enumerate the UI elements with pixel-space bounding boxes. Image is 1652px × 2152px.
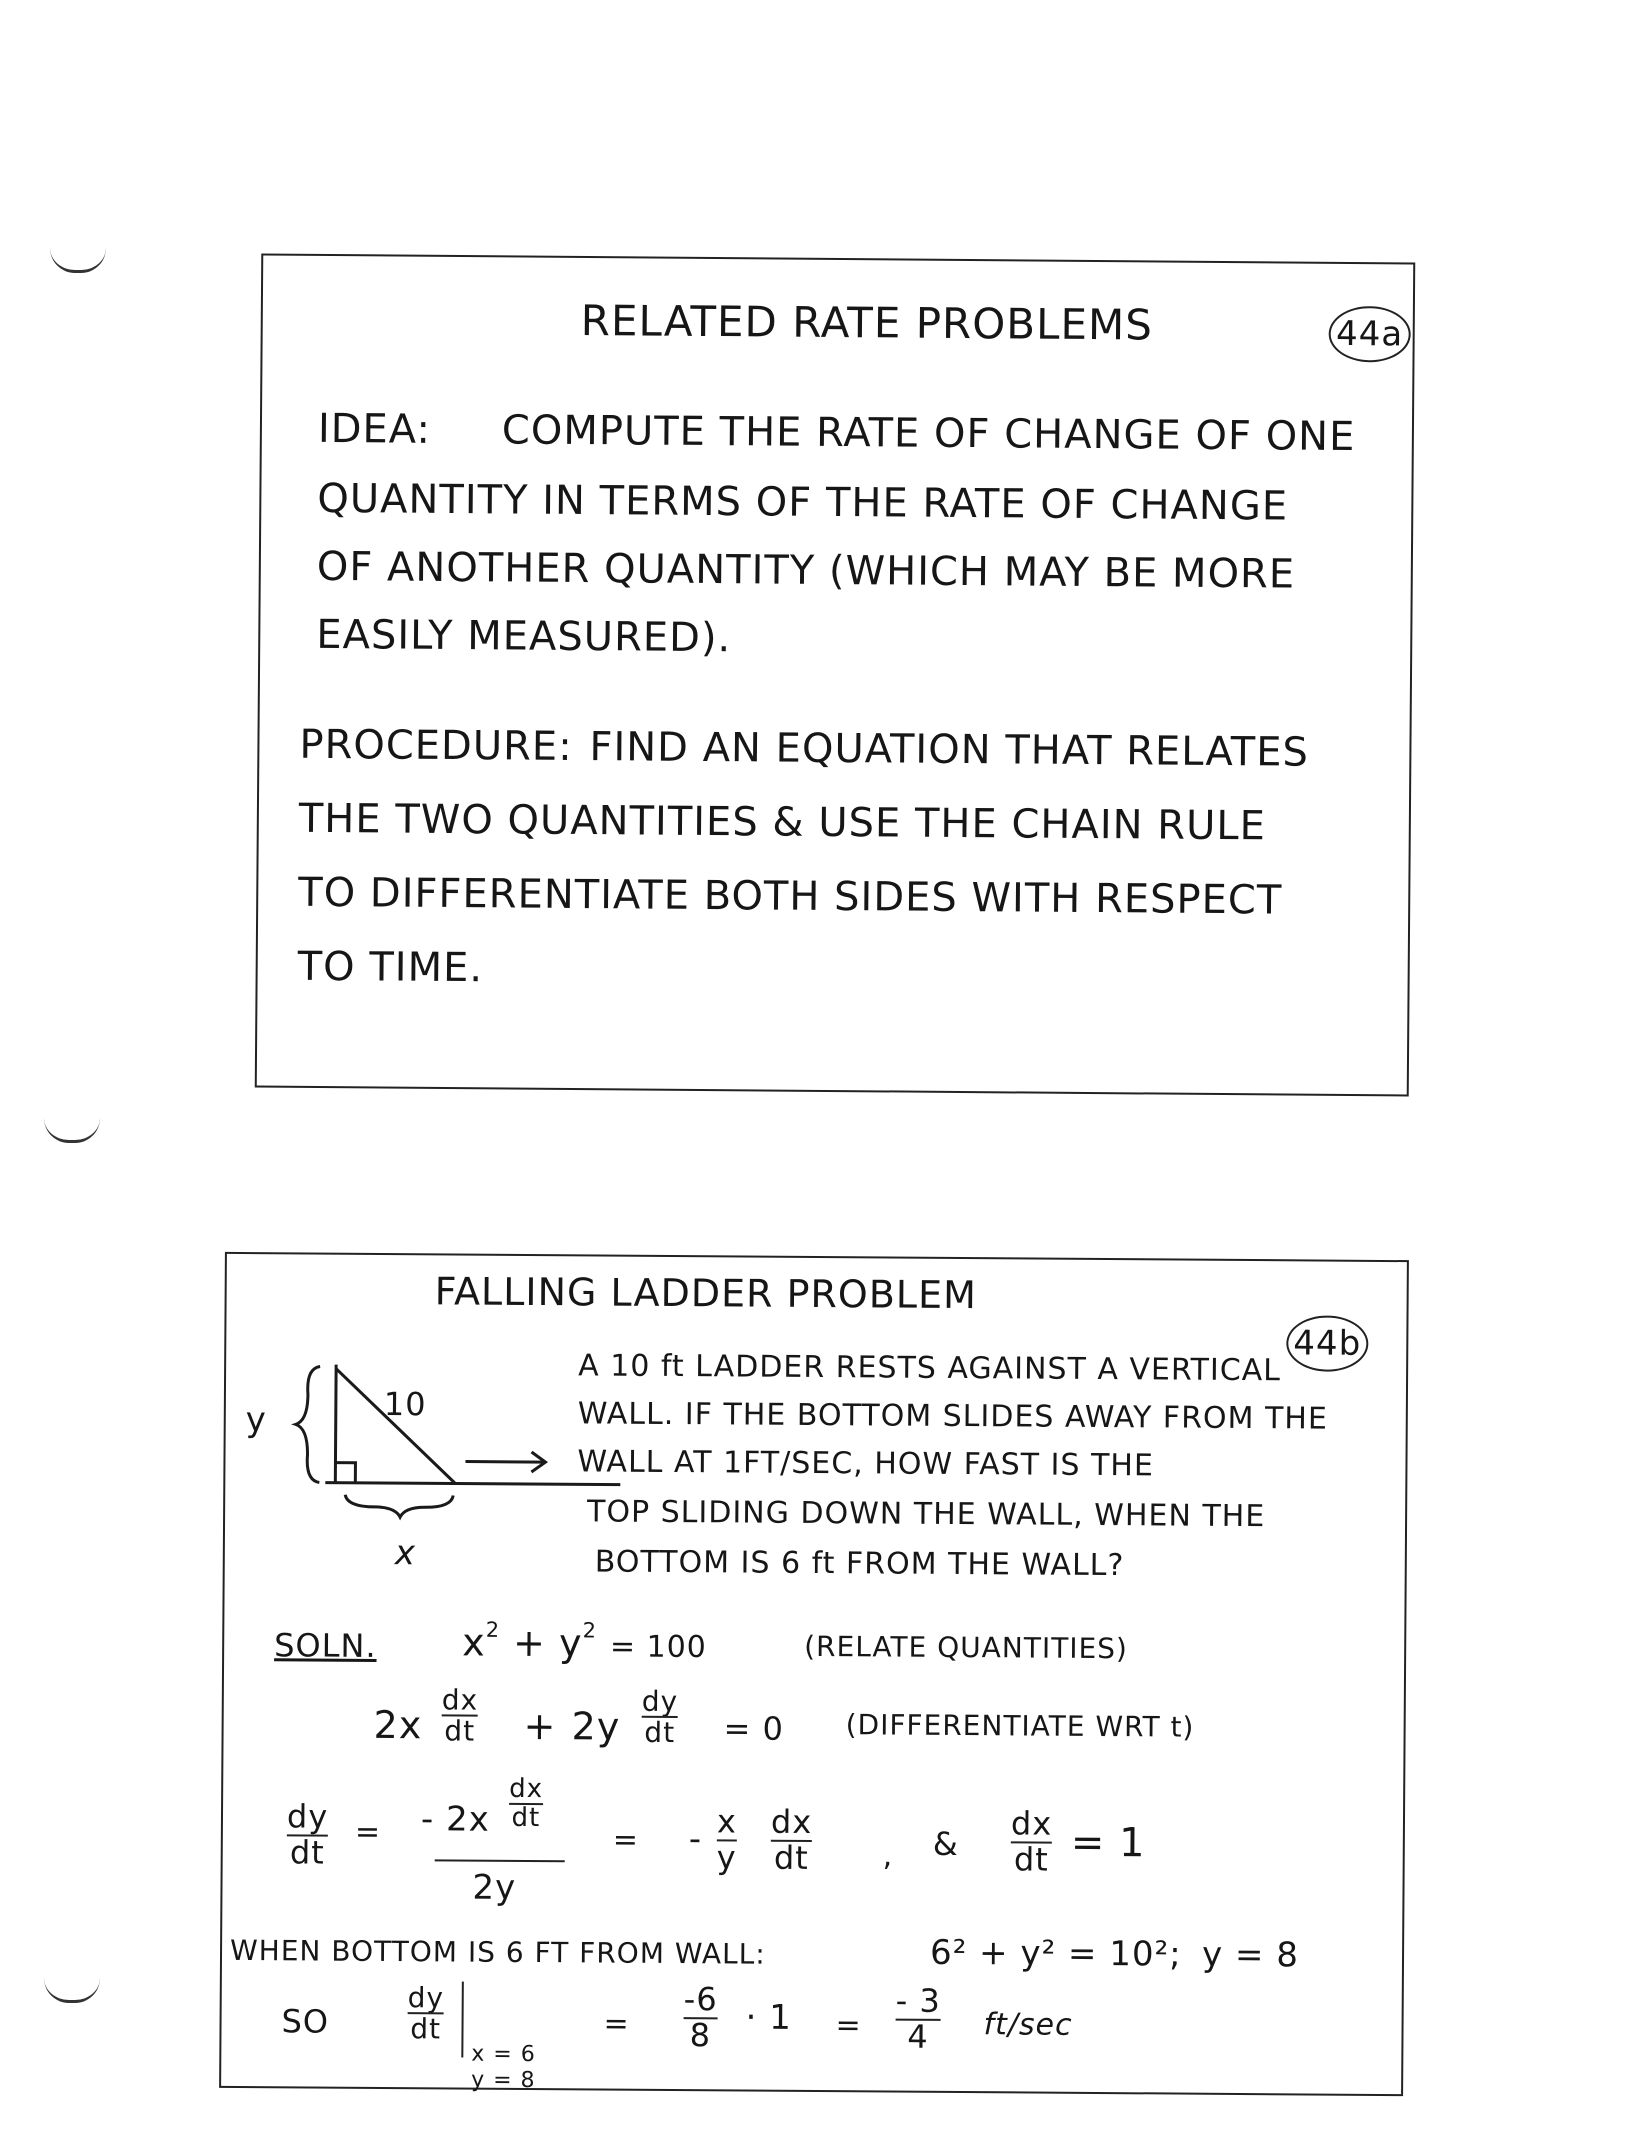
problem-line-2: WALL. IF THE BOTTOM SLIDES AWAY FROM THE (577, 1396, 1328, 1437)
ground-distance-label: x (394, 1533, 417, 1574)
so-value-den: 8 (689, 2015, 712, 2054)
problem-line-5: BOTTOM IS 6 ft FROM THE WALL? (594, 1544, 1125, 1584)
eq2-frac-a-den: dt (444, 1714, 476, 1749)
eval-at-x: x = 6 (471, 2041, 536, 2068)
eq2-frac-a (441, 1683, 479, 1749)
procedure-line-2: THE TWO QUANTITIES & USE THE CHAIN RULE (298, 795, 1267, 850)
procedure-label: PROCEDURE: (299, 721, 573, 770)
eq3-mid-inner-num: dx (509, 1773, 544, 1805)
eq1-plus: + (512, 1620, 547, 1665)
right-angle-mark (335, 1463, 355, 1483)
procedure-line-4: TO TIME. (297, 943, 484, 992)
idea-line-4: EASILY MEASURED). (316, 611, 732, 662)
eq3-neg: - (688, 1819, 703, 1860)
when-equation: 6² + y² = 10²; (929, 1932, 1182, 1975)
so-answer-den: 4 (907, 2017, 929, 2056)
eq3-rate-frac (770, 1802, 813, 1877)
eq3-mid-inner-frac (509, 1773, 544, 1834)
so-value-frac (683, 1980, 718, 2054)
problem-line-4: TOP SLIDING DOWN THE WALL, WHEN THE (587, 1494, 1266, 1535)
eq3-lhs-frac (286, 1797, 329, 1872)
idea-label: IDEA: (317, 405, 432, 453)
eq3-given-num: dx (1010, 1804, 1053, 1843)
ground-line (325, 1483, 620, 1485)
eq3-lhs-num: dy (286, 1797, 329, 1836)
eq3-rate-den: dt (773, 1838, 809, 1877)
binder-hole-bottom (44, 1978, 100, 2003)
card-b-title: FALLING LADDER PROBLEM (434, 1269, 977, 1318)
binder-hole-middle (44, 1118, 100, 1143)
eq1-x-exponent: 2 (485, 1617, 501, 1642)
solution-label: SOLN. (274, 1626, 377, 1665)
so-equals-1: = (603, 2006, 630, 2042)
so-answer-num: - 3 (895, 1981, 941, 2020)
so-value-num: -6 (683, 1980, 718, 2019)
note-card-44a (255, 253, 1416, 1096)
eq3-rate-num: dx (770, 1802, 813, 1841)
eq3-given-frac (1010, 1804, 1053, 1879)
card-a-title: RELATED RATE PROBLEMS (580, 295, 1154, 350)
problem-line-3: WALL AT 1FT/SEC, HOW FAST IS THE (577, 1444, 1154, 1484)
eq2-coef-b: 2y (571, 1704, 621, 1749)
so-derivative-num: dy (407, 1981, 445, 2015)
x-brace (345, 1495, 453, 1518)
eq3-given-rhs: = 1 (1070, 1819, 1146, 1867)
so-label: SO (281, 2002, 330, 2041)
binder-hole-top (50, 248, 106, 273)
card-a-page-badge: 44a (1328, 306, 1410, 363)
eq3-ratio-den: y (716, 1837, 737, 1877)
eq1-note: (RELATE QUANTITIES) (804, 1629, 1129, 1666)
eq3-ratio-frac (716, 1802, 738, 1877)
wall-line (335, 1365, 336, 1483)
idea-line-1: COMPUTE THE RATE OF CHANGE OF ONE (501, 407, 1356, 461)
y-brace (295, 1366, 320, 1482)
eq2-plus: + (523, 1703, 557, 1749)
eval-at-y: y = 8 (471, 2067, 536, 2094)
so-times-one: · 1 (745, 1997, 792, 2038)
eq3-mid-den: 2y (472, 1867, 517, 1908)
eq3-comma: , (882, 1838, 894, 1874)
eq1-y-exponent: 2 (582, 1618, 598, 1643)
wall-height-label: y (245, 1400, 268, 1441)
ladder-length-label: 10 (383, 1384, 427, 1424)
evaluation-bar (461, 1982, 464, 2058)
procedure-line-1: FIND AN EQUATION THAT RELATES (589, 724, 1310, 776)
idea-line-2: QUANTITY IN TERMS OF THE RATE OF CHANGE (317, 475, 1289, 530)
so-answer-frac (895, 1981, 941, 2056)
eq1-x: x (462, 1620, 486, 1665)
eq3-mid-inner-den: dt (511, 1803, 541, 1834)
when-result: y = 8 (1201, 1934, 1300, 1976)
eq2-frac-b-den: dt (644, 1716, 676, 1750)
so-derivative-den: dt (410, 2012, 442, 2046)
ladder-diagram (245, 1354, 626, 1557)
equation-relate (462, 1618, 707, 1667)
eq1-y: y (558, 1621, 583, 1666)
eq2-frac-b-num: dy (641, 1684, 679, 1719)
note-card-44b (219, 1252, 1409, 2096)
so-answer-units: ft/sec (983, 2007, 1073, 2043)
eq3-ampersand: & (932, 1824, 959, 1864)
idea-line-3: OF ANOTHER QUANTITY (WHICH MAY BE MORE (316, 543, 1296, 598)
when-statement: WHEN BOTTOM IS 6 FT FROM WALL: (229, 1933, 766, 1971)
eq3-lhs-den: dt (289, 1832, 325, 1872)
so-derivative-frac (407, 1983, 444, 2044)
eq2-note: (DIFFERENTIATE WRT t) (845, 1708, 1195, 1744)
eq1-rhs: = 100 (609, 1629, 707, 1666)
card-b-page-badge: 44b (1286, 1315, 1368, 1372)
eq3-equals-2: = (612, 1822, 640, 1858)
eq3-ratio-num: x (716, 1802, 738, 1841)
eq3-given-den: dt (1013, 1839, 1049, 1879)
eq2-frac-a-num: dx (441, 1683, 479, 1717)
eq2-frac-b (641, 1684, 679, 1750)
eq3-mid-bar (435, 1859, 565, 1862)
eq3-mid-num-prefix: - 2x (420, 1799, 490, 1840)
eq3-equals-1: = (354, 1814, 382, 1850)
problem-line-1: A 10 ft LADDER RESTS AGAINST A VERTICAL (578, 1348, 1282, 1389)
slide-arrow-shaft (465, 1462, 545, 1463)
so-equals-2: = (835, 2008, 862, 2044)
procedure-line-3: TO DIFFERENTIATE BOTH SIDES WITH RESPECT (298, 869, 1283, 924)
eq2-coef-a: 2x (373, 1702, 423, 1748)
eq2-rhs: = 0 (723, 1709, 785, 1748)
